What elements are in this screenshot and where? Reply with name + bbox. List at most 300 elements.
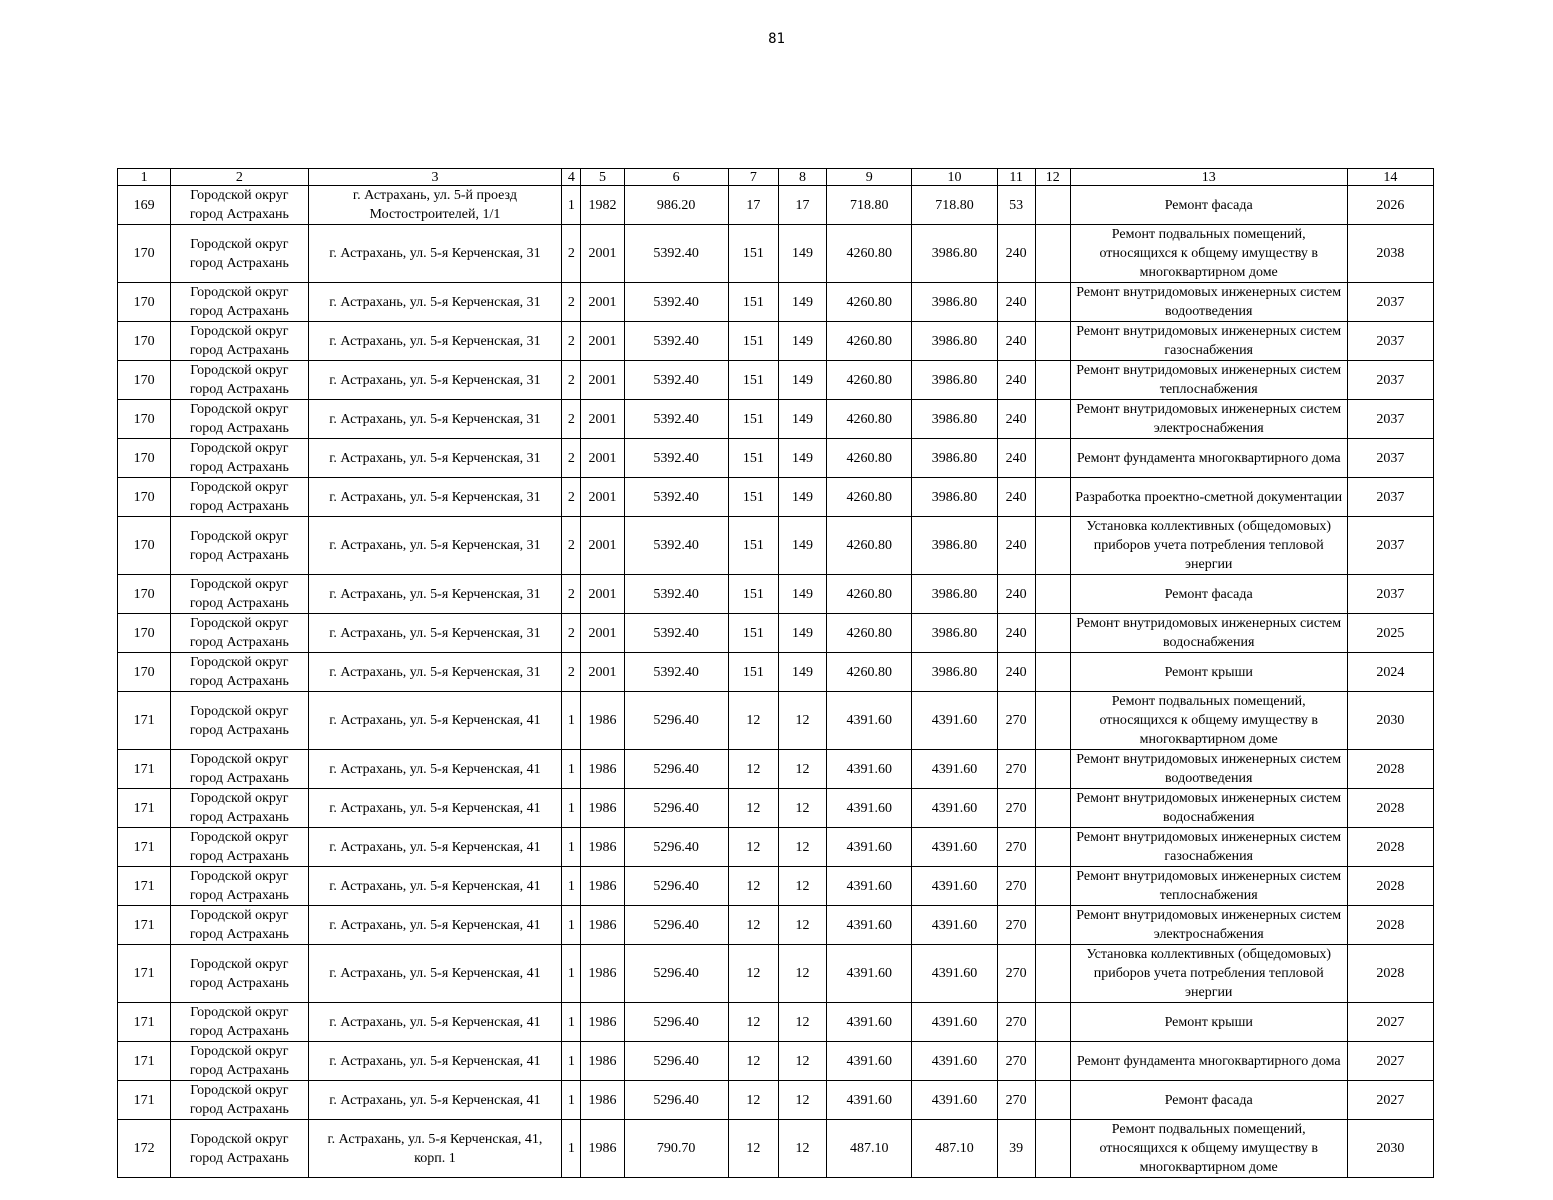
- apartments-cell: 270: [997, 828, 1035, 867]
- column-12-value-cell: [1035, 283, 1070, 322]
- column-header: 2: [171, 169, 308, 186]
- table-row: [118, 361, 1434, 400]
- storeys-cell: 1: [562, 789, 581, 828]
- year-built-cell: 2001: [581, 283, 624, 322]
- column-12-value-cell: [1035, 945, 1070, 1003]
- repair-registry-table: [117, 168, 1434, 1178]
- column-12-value-cell: [1035, 1081, 1070, 1120]
- storeys-cell: 2: [562, 322, 581, 361]
- storeys-cell: 2: [562, 517, 581, 575]
- year-built-cell: 1986: [581, 945, 624, 1003]
- planned-year-cell: 2037: [1347, 517, 1433, 575]
- total-area-cell: 5392.40: [624, 283, 728, 322]
- year-built-cell: 2001: [581, 225, 624, 283]
- address-cell: г. Астрахань, ул. 5-я Керченская, 41: [308, 867, 562, 906]
- row-number-cell: 171: [118, 1081, 171, 1120]
- apartments-cell: 39: [997, 1120, 1035, 1178]
- planned-year-cell: 2037: [1347, 361, 1433, 400]
- work-type-cell: Ремонт фасада: [1070, 575, 1347, 614]
- planned-year-cell: 2030: [1347, 692, 1433, 750]
- table-row: [118, 478, 1434, 517]
- apartments-cell: 240: [997, 283, 1035, 322]
- living-area-cell: 718.80: [827, 186, 912, 225]
- residents-registered-cell: 151: [728, 361, 778, 400]
- work-type-cell: Ремонт подвальных помещений, относящихся к общему имуществу в многоквартирном доме: [1070, 1120, 1347, 1178]
- total-area-cell: 5296.40: [624, 828, 728, 867]
- work-type-cell: Ремонт фундамента многоквартирного дома: [1070, 439, 1347, 478]
- year-built-cell: 1986: [581, 1120, 624, 1178]
- residents-actual-cell: 149: [778, 322, 826, 361]
- column-header: 10: [912, 169, 997, 186]
- year-built-cell: 2001: [581, 361, 624, 400]
- residential-area-cell: 3986.80: [912, 517, 997, 575]
- column-12-value-cell: [1035, 789, 1070, 828]
- residents-registered-cell: 12: [728, 1003, 778, 1042]
- column-12-value-cell: [1035, 575, 1070, 614]
- residential-area-cell: 4391.60: [912, 750, 997, 789]
- address-cell: г. Астрахань, ул. 5-я Керченская, 31: [308, 575, 562, 614]
- table-row: [118, 789, 1434, 828]
- row-number-cell: 170: [118, 653, 171, 692]
- address-cell: г. Астрахань, ул. 5-я Керченская, 31: [308, 322, 562, 361]
- storeys-cell: 2: [562, 439, 581, 478]
- address-cell: г. Астрахань, ул. 5-я Керченская, 41: [308, 828, 562, 867]
- year-built-cell: 2001: [581, 478, 624, 517]
- living-area-cell: 4391.60: [827, 828, 912, 867]
- table-row: [118, 283, 1434, 322]
- total-area-cell: 5296.40: [624, 1003, 728, 1042]
- storeys-cell: 1: [562, 828, 581, 867]
- total-area-cell: 5296.40: [624, 1042, 728, 1081]
- work-type-cell: Ремонт внутридомовых инженерных систем электроснабжения: [1070, 400, 1347, 439]
- year-built-cell: 2001: [581, 653, 624, 692]
- work-type-cell: Установка коллективных (общедомовых) приборов учета потребления тепловой энергии: [1070, 945, 1347, 1003]
- work-type-cell: Ремонт крыши: [1070, 653, 1347, 692]
- column-12-value-cell: [1035, 361, 1070, 400]
- address-cell: г. Астрахань, ул. 5-я Керченская, 41: [308, 692, 562, 750]
- living-area-cell: 4260.80: [827, 400, 912, 439]
- planned-year-cell: 2025: [1347, 614, 1433, 653]
- residents-actual-cell: 149: [778, 439, 826, 478]
- storeys-cell: 1: [562, 867, 581, 906]
- row-number-cell: 171: [118, 906, 171, 945]
- residents-registered-cell: 12: [728, 692, 778, 750]
- address-cell: г. Астрахань, ул. 5-я Керченская, 41: [308, 750, 562, 789]
- municipality-cell: Городской округ город Астрахань: [171, 400, 308, 439]
- work-type-cell: Установка коллективных (общедомовых) приборов учета потребления тепловой энергии: [1070, 517, 1347, 575]
- row-number-cell: 171: [118, 789, 171, 828]
- living-area-cell: 4391.60: [827, 1081, 912, 1120]
- residential-area-cell: 4391.60: [912, 828, 997, 867]
- apartments-cell: 270: [997, 945, 1035, 1003]
- municipality-cell: Городской округ город Астрахань: [171, 439, 308, 478]
- residential-area-cell: 3986.80: [912, 575, 997, 614]
- address-cell: г. Астрахань, ул. 5-я Керченская, 31: [308, 283, 562, 322]
- storeys-cell: 1: [562, 1120, 581, 1178]
- year-built-cell: 1986: [581, 906, 624, 945]
- address-cell: г. Астрахань, ул. 5-я Керченская, 41: [308, 945, 562, 1003]
- residential-area-cell: 3986.80: [912, 361, 997, 400]
- column-header: 6: [624, 169, 728, 186]
- row-number-cell: 170: [118, 614, 171, 653]
- municipality-cell: Городской округ город Астрахань: [171, 478, 308, 517]
- total-area-cell: 5392.40: [624, 517, 728, 575]
- year-built-cell: 1986: [581, 1081, 624, 1120]
- total-area-cell: 5392.40: [624, 225, 728, 283]
- table-row: [118, 517, 1434, 575]
- address-cell: г. Астрахань, ул. 5-я Керченская, 41: [308, 1003, 562, 1042]
- residents-actual-cell: 12: [778, 692, 826, 750]
- residential-area-cell: 3986.80: [912, 283, 997, 322]
- apartments-cell: 270: [997, 1003, 1035, 1042]
- storeys-cell: 1: [562, 945, 581, 1003]
- apartments-cell: 240: [997, 322, 1035, 361]
- residents-actual-cell: 12: [778, 1120, 826, 1178]
- planned-year-cell: 2026: [1347, 186, 1433, 225]
- apartments-cell: 240: [997, 361, 1035, 400]
- storeys-cell: 2: [562, 283, 581, 322]
- row-number-cell: 171: [118, 692, 171, 750]
- apartments-cell: 270: [997, 1081, 1035, 1120]
- planned-year-cell: 2037: [1347, 439, 1433, 478]
- total-area-cell: 5392.40: [624, 439, 728, 478]
- residents-actual-cell: 149: [778, 478, 826, 517]
- work-type-cell: Ремонт внутридомовых инженерных систем газоснабжения: [1070, 322, 1347, 361]
- storeys-cell: 2: [562, 575, 581, 614]
- residential-area-cell: 3986.80: [912, 225, 997, 283]
- residents-registered-cell: 12: [728, 789, 778, 828]
- residents-actual-cell: 12: [778, 750, 826, 789]
- living-area-cell: 4260.80: [827, 225, 912, 283]
- planned-year-cell: 2027: [1347, 1042, 1433, 1081]
- row-number-cell: 170: [118, 283, 171, 322]
- table-row: [118, 653, 1434, 692]
- year-built-cell: 2001: [581, 400, 624, 439]
- work-type-cell: Ремонт фундамента многоквартирного дома: [1070, 1042, 1347, 1081]
- residents-registered-cell: 17: [728, 186, 778, 225]
- work-type-cell: Ремонт внутридомовых инженерных систем теплоснабжения: [1070, 867, 1347, 906]
- row-number-cell: 171: [118, 828, 171, 867]
- planned-year-cell: 2028: [1347, 828, 1433, 867]
- column-12-value-cell: [1035, 1120, 1070, 1178]
- residential-area-cell: 4391.60: [912, 692, 997, 750]
- table-row: [118, 225, 1434, 283]
- residents-actual-cell: 149: [778, 614, 826, 653]
- municipality-cell: Городской округ город Астрахань: [171, 1042, 308, 1081]
- storeys-cell: 1: [562, 1003, 581, 1042]
- address-cell: г. Астрахань, ул. 5-я Керченская, 41: [308, 906, 562, 945]
- address-cell: г. Астрахань, ул. 5-я Керченская, 41: [308, 789, 562, 828]
- column-12-value-cell: [1035, 906, 1070, 945]
- residents-actual-cell: 12: [778, 1081, 826, 1120]
- planned-year-cell: 2028: [1347, 867, 1433, 906]
- residents-registered-cell: 12: [728, 1042, 778, 1081]
- table-row: [118, 1042, 1434, 1081]
- municipality-cell: Городской округ город Астрахань: [171, 517, 308, 575]
- planned-year-cell: 2030: [1347, 1120, 1433, 1178]
- page-number: 81: [768, 31, 785, 47]
- address-cell: г. Астрахань, ул. 5-я Керченская, 41: [308, 1042, 562, 1081]
- residents-actual-cell: 149: [778, 575, 826, 614]
- residents-registered-cell: 151: [728, 400, 778, 439]
- row-number-cell: 170: [118, 517, 171, 575]
- planned-year-cell: 2024: [1347, 653, 1433, 692]
- municipality-cell: Городской округ город Астрахань: [171, 614, 308, 653]
- residents-registered-cell: 151: [728, 478, 778, 517]
- column-12-value-cell: [1035, 867, 1070, 906]
- total-area-cell: 986.20: [624, 186, 728, 225]
- work-type-cell: Ремонт фасада: [1070, 1081, 1347, 1120]
- table-row: [118, 322, 1434, 361]
- residential-area-cell: 3986.80: [912, 400, 997, 439]
- table-row: [118, 692, 1434, 750]
- column-12-value-cell: [1035, 614, 1070, 653]
- column-header: 4: [562, 169, 581, 186]
- apartments-cell: 53: [997, 186, 1035, 225]
- work-type-cell: Ремонт внутридомовых инженерных систем водоотведения: [1070, 283, 1347, 322]
- living-area-cell: 487.10: [827, 1120, 912, 1178]
- work-type-cell: Разработка проектно-сметной документации: [1070, 478, 1347, 517]
- work-type-cell: Ремонт внутридомовых инженерных систем водоснабжения: [1070, 789, 1347, 828]
- planned-year-cell: 2028: [1347, 789, 1433, 828]
- column-12-value-cell: [1035, 653, 1070, 692]
- total-area-cell: 5296.40: [624, 692, 728, 750]
- column-12-value-cell: [1035, 186, 1070, 225]
- municipality-cell: Городской округ город Астрахань: [171, 225, 308, 283]
- residents-actual-cell: 12: [778, 1003, 826, 1042]
- total-area-cell: 5392.40: [624, 653, 728, 692]
- municipality-cell: Городской округ город Астрахань: [171, 1120, 308, 1178]
- year-built-cell: 1986: [581, 828, 624, 867]
- address-cell: г. Астрахань, ул. 5-я Керченская, 31: [308, 478, 562, 517]
- work-type-cell: Ремонт внутридомовых инженерных систем электроснабжения: [1070, 906, 1347, 945]
- work-type-cell: Ремонт крыши: [1070, 1003, 1347, 1042]
- table-row: [118, 575, 1434, 614]
- residents-actual-cell: 12: [778, 906, 826, 945]
- residents-actual-cell: 12: [778, 789, 826, 828]
- column-12-value-cell: [1035, 517, 1070, 575]
- residents-registered-cell: 151: [728, 322, 778, 361]
- row-number-cell: 170: [118, 361, 171, 400]
- total-area-cell: 5392.40: [624, 575, 728, 614]
- apartments-cell: 270: [997, 750, 1035, 789]
- living-area-cell: 4391.60: [827, 945, 912, 1003]
- storeys-cell: 2: [562, 400, 581, 439]
- living-area-cell: 4391.60: [827, 789, 912, 828]
- row-number-cell: 170: [118, 225, 171, 283]
- municipality-cell: Городской округ город Астрахань: [171, 186, 308, 225]
- living-area-cell: 4260.80: [827, 575, 912, 614]
- living-area-cell: 4260.80: [827, 322, 912, 361]
- total-area-cell: 5296.40: [624, 1081, 728, 1120]
- apartments-cell: 240: [997, 478, 1035, 517]
- address-cell: г. Астрахань, ул. 5-я Керченская, 31: [308, 517, 562, 575]
- municipality-cell: Городской округ город Астрахань: [171, 867, 308, 906]
- residents-actual-cell: 17: [778, 186, 826, 225]
- row-number-cell: 170: [118, 439, 171, 478]
- municipality-cell: Городской округ город Астрахань: [171, 575, 308, 614]
- table-row: [118, 186, 1434, 225]
- apartments-cell: 240: [997, 439, 1035, 478]
- row-number-cell: 169: [118, 186, 171, 225]
- row-number-cell: 171: [118, 867, 171, 906]
- residential-area-cell: 3986.80: [912, 614, 997, 653]
- residential-area-cell: 487.10: [912, 1120, 997, 1178]
- address-cell: г. Астрахань, ул. 5-я Керченская, 31: [308, 361, 562, 400]
- residents-actual-cell: 149: [778, 517, 826, 575]
- row-number-cell: 170: [118, 400, 171, 439]
- address-cell: г. Астрахань, ул. 5-я Керченская, 31: [308, 439, 562, 478]
- apartments-cell: 240: [997, 614, 1035, 653]
- living-area-cell: 4260.80: [827, 283, 912, 322]
- work-type-cell: Ремонт внутридомовых инженерных систем теплоснабжения: [1070, 361, 1347, 400]
- storeys-cell: 1: [562, 1081, 581, 1120]
- storeys-cell: 1: [562, 186, 581, 225]
- apartments-cell: 270: [997, 906, 1035, 945]
- planned-year-cell: 2028: [1347, 750, 1433, 789]
- work-type-cell: Ремонт внутридомовых инженерных систем водоотведения: [1070, 750, 1347, 789]
- storeys-cell: 1: [562, 906, 581, 945]
- address-cell: г. Астрахань, ул. 5-й проезд Мостостроителей, 1/1: [308, 186, 562, 225]
- column-header: 9: [827, 169, 912, 186]
- table-row: [118, 1081, 1434, 1120]
- planned-year-cell: 2037: [1347, 478, 1433, 517]
- total-area-cell: 5296.40: [624, 945, 728, 1003]
- row-number-cell: 170: [118, 575, 171, 614]
- address-cell: г. Астрахань, ул. 5-я Керченская, 31: [308, 653, 562, 692]
- storeys-cell: 1: [562, 692, 581, 750]
- residential-area-cell: 4391.60: [912, 1003, 997, 1042]
- year-built-cell: 2001: [581, 517, 624, 575]
- living-area-cell: 4391.60: [827, 750, 912, 789]
- work-type-cell: Ремонт подвальных помещений, относящихся к общему имуществу в многоквартирном доме: [1070, 692, 1347, 750]
- row-number-cell: 171: [118, 750, 171, 789]
- storeys-cell: 1: [562, 1042, 581, 1081]
- residents-actual-cell: 12: [778, 867, 826, 906]
- planned-year-cell: 2027: [1347, 1003, 1433, 1042]
- year-built-cell: 1982: [581, 186, 624, 225]
- column-12-value-cell: [1035, 750, 1070, 789]
- column-header: 13: [1070, 169, 1347, 186]
- column-header: 8: [778, 169, 826, 186]
- living-area-cell: 4391.60: [827, 867, 912, 906]
- residential-area-cell: 4391.60: [912, 789, 997, 828]
- storeys-cell: 1: [562, 750, 581, 789]
- residents-registered-cell: 12: [728, 945, 778, 1003]
- work-type-cell: Ремонт фасада: [1070, 186, 1347, 225]
- residents-actual-cell: 149: [778, 361, 826, 400]
- work-type-cell: Ремонт внутридомовых инженерных систем водоснабжения: [1070, 614, 1347, 653]
- year-built-cell: 1986: [581, 1042, 624, 1081]
- residential-area-cell: 718.80: [912, 186, 997, 225]
- residents-registered-cell: 151: [728, 653, 778, 692]
- address-cell: г. Астрахань, ул. 5-я Керченская, 31: [308, 614, 562, 653]
- residents-actual-cell: 149: [778, 653, 826, 692]
- total-area-cell: 5392.40: [624, 614, 728, 653]
- total-area-cell: 5296.40: [624, 906, 728, 945]
- total-area-cell: 5392.40: [624, 361, 728, 400]
- column-12-value-cell: [1035, 692, 1070, 750]
- residents-registered-cell: 151: [728, 225, 778, 283]
- residents-actual-cell: 149: [778, 283, 826, 322]
- planned-year-cell: 2027: [1347, 1081, 1433, 1120]
- living-area-cell: 4260.80: [827, 614, 912, 653]
- residents-registered-cell: 12: [728, 1081, 778, 1120]
- residential-area-cell: 4391.60: [912, 1081, 997, 1120]
- row-number-cell: 171: [118, 945, 171, 1003]
- work-type-cell: Ремонт внутридомовых инженерных систем газоснабжения: [1070, 828, 1347, 867]
- apartments-cell: 240: [997, 225, 1035, 283]
- table-row: [118, 828, 1434, 867]
- municipality-cell: Городской округ город Астрахань: [171, 945, 308, 1003]
- column-header: 14: [1347, 169, 1433, 186]
- year-built-cell: 2001: [581, 614, 624, 653]
- storeys-cell: 2: [562, 478, 581, 517]
- address-cell: г. Астрахань, ул. 5-я Керченская, 31: [308, 400, 562, 439]
- storeys-cell: 2: [562, 614, 581, 653]
- residential-area-cell: 3986.80: [912, 478, 997, 517]
- planned-year-cell: 2028: [1347, 906, 1433, 945]
- table-row: [118, 439, 1434, 478]
- residents-actual-cell: 149: [778, 400, 826, 439]
- table-row: [118, 750, 1434, 789]
- residential-area-cell: 4391.60: [912, 1042, 997, 1081]
- residents-actual-cell: 149: [778, 225, 826, 283]
- living-area-cell: 4391.60: [827, 906, 912, 945]
- planned-year-cell: 2037: [1347, 400, 1433, 439]
- residents-registered-cell: 12: [728, 828, 778, 867]
- column-12-value-cell: [1035, 478, 1070, 517]
- residential-area-cell: 3986.80: [912, 439, 997, 478]
- residents-registered-cell: 12: [728, 750, 778, 789]
- municipality-cell: Городской округ город Астрахань: [171, 1003, 308, 1042]
- column-12-value-cell: [1035, 322, 1070, 361]
- column-12-value-cell: [1035, 225, 1070, 283]
- municipality-cell: Городской округ город Астрахань: [171, 283, 308, 322]
- column-header: 11: [997, 169, 1035, 186]
- residents-registered-cell: 151: [728, 575, 778, 614]
- residents-registered-cell: 12: [728, 906, 778, 945]
- row-number-cell: 171: [118, 1003, 171, 1042]
- living-area-cell: 4260.80: [827, 517, 912, 575]
- planned-year-cell: 2037: [1347, 322, 1433, 361]
- apartments-cell: 240: [997, 400, 1035, 439]
- living-area-cell: 4391.60: [827, 1003, 912, 1042]
- planned-year-cell: 2037: [1347, 283, 1433, 322]
- column-12-value-cell: [1035, 400, 1070, 439]
- table-row: [118, 1003, 1434, 1042]
- year-built-cell: 1986: [581, 750, 624, 789]
- apartments-cell: 270: [997, 692, 1035, 750]
- total-area-cell: 5392.40: [624, 478, 728, 517]
- living-area-cell: 4391.60: [827, 1042, 912, 1081]
- residential-area-cell: 4391.60: [912, 906, 997, 945]
- residents-actual-cell: 12: [778, 828, 826, 867]
- apartments-cell: 270: [997, 867, 1035, 906]
- total-area-cell: 5392.40: [624, 322, 728, 361]
- year-built-cell: 2001: [581, 575, 624, 614]
- planned-year-cell: 2038: [1347, 225, 1433, 283]
- residents-registered-cell: 151: [728, 614, 778, 653]
- municipality-cell: Городской округ город Астрахань: [171, 906, 308, 945]
- residents-registered-cell: 12: [728, 867, 778, 906]
- apartments-cell: 240: [997, 517, 1035, 575]
- living-area-cell: 4260.80: [827, 439, 912, 478]
- living-area-cell: 4260.80: [827, 361, 912, 400]
- municipality-cell: Городской округ город Астрахань: [171, 789, 308, 828]
- apartments-cell: 240: [997, 653, 1035, 692]
- address-cell: г. Астрахань, ул. 5-я Керченская, 31: [308, 225, 562, 283]
